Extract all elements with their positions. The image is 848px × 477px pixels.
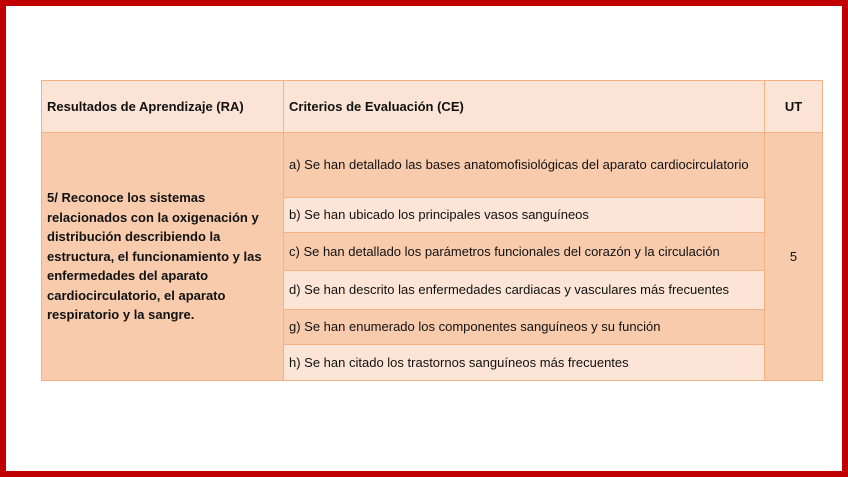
evaluation-table <box>41 80 823 381</box>
header-row <box>42 81 823 133</box>
header-ut: UT <box>765 81 823 133</box>
ut-cell: 5 <box>765 133 823 381</box>
header-ce: Criterios de Evaluación (CE) <box>284 81 765 133</box>
criterion-d: d) Se han descrito las enfermedades cardiacas y vasculares más frecuentes <box>284 271 765 310</box>
ra-cell: 5/ Reconoce los sistemas relacionados con la oxigenación y distribución describiendo la estructura, el funcionamiento y las enfermedades del aparato cardiocirculatorio, el aparato respiratorio y la sangre. <box>42 133 284 381</box>
criterion-h: h) Se han citado los trastornos sanguíneos más frecuentes <box>284 345 765 381</box>
criterion-b: b) Se han ubicado los principales vasos sanguíneos <box>284 198 765 233</box>
criterion-a: a) Se han detallado las bases anatomofisiológicas del aparato cardiocirculatorio <box>284 133 765 198</box>
header-ra: Resultados de Aprendizaje (RA) <box>42 81 284 133</box>
criterion-g: g) Se han enumerado los componentes sanguíneos y su función <box>284 310 765 345</box>
criterion-c: c) Se han detallado los parámetros funcionales del corazón y la circulación <box>284 233 765 271</box>
table-row <box>42 133 823 198</box>
